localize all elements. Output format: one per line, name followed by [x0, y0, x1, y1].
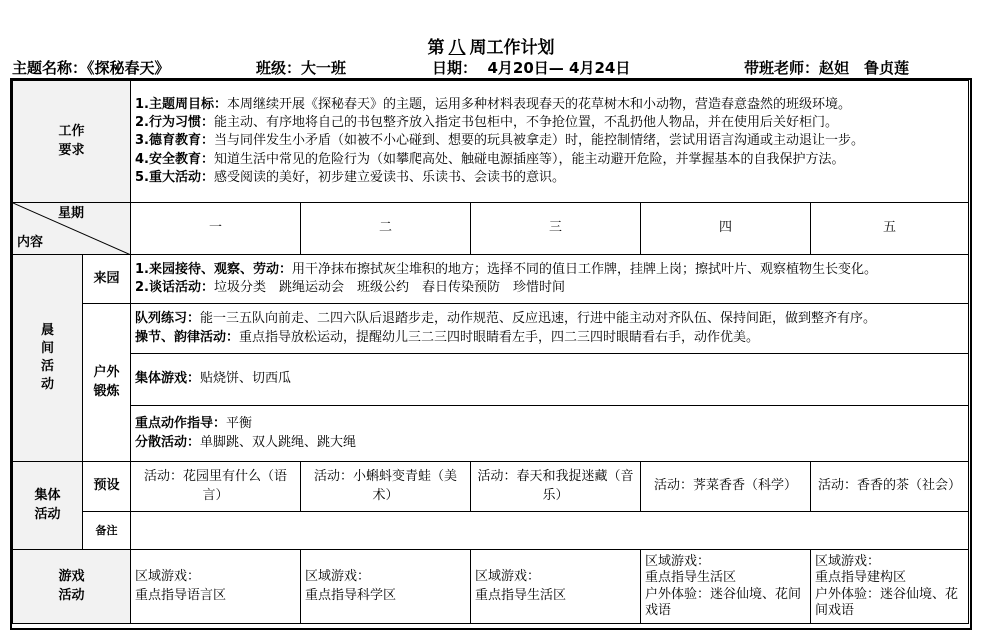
day-monday: 一	[131, 203, 301, 255]
class-header	[256, 57, 346, 78]
activity-friday: 活动：香香的茶（社会）	[811, 462, 969, 512]
teacher-value: 赵妲 鲁贞莲	[819, 59, 910, 77]
games-label: 游戏 活动	[13, 550, 131, 624]
title-suffix: 周工作计划	[469, 38, 555, 58]
class-label: 班级：	[256, 59, 302, 77]
group-activity-label: 集体 活动	[13, 462, 83, 550]
diagonal-header-cell	[13, 203, 131, 255]
outdoor-focus-row	[13, 406, 969, 462]
day-tuesday: 二	[301, 203, 471, 255]
day-thursday: 四	[641, 203, 811, 255]
day-wednesday: 三	[471, 203, 641, 255]
page-title	[0, 33, 982, 58]
theme-value: 《探秘春天》	[87, 59, 170, 77]
requirements-row	[13, 81, 969, 203]
preset-label: 预设	[83, 462, 131, 512]
theme-header	[12, 57, 170, 78]
day-friday: 五	[811, 203, 969, 255]
class-value: 大一班	[301, 59, 347, 77]
title-prefix: 第	[427, 38, 445, 58]
plan-table	[12, 80, 969, 624]
outdoor-queue-content: 队列练习：能一三五队向前走、二四六队后退踏步走，动作规范、反应迅速，行进中能主动对齐队伍、保持间距，做到整齐有序。 操节、韵律活动：重点指导放松运动，提醒幼儿三二三四时眼睛看左手，四二三四时眼睛看右手，动作优美。	[131, 304, 969, 354]
requirements-content	[131, 81, 969, 203]
teacher-label: 带班老师：	[744, 59, 820, 77]
requirement-item: 1.主题周目标：本周继续开展《探秘春天》的主题，运用多种材料表现春天的花草树木和小动物，营造春意盎然的班级环境。	[135, 97, 852, 113]
date-label: 日期：	[432, 59, 478, 77]
days-header-row	[13, 203, 969, 255]
requirements-label: 工作 要求	[13, 81, 131, 203]
arrival-content: 1.来园接待、观察、劳动：用干净抹布擦拭灰尘堆积的地方；选择不同的值日工作牌，挂牌上岗；擦拭叶片、观察植物生长变化。 2.谈话活动：垃圾分类 跳绳运动会 班级公约 春日传染预防 珍惜时间	[131, 255, 969, 304]
teacher-header	[744, 57, 909, 78]
outdoor-focus-content: 重点动作指导：平衡 分散活动：单脚跳、双人跳绳、跳大绳	[131, 406, 969, 462]
date-value: 4月20日— 4月24日	[487, 59, 631, 77]
games-row	[13, 550, 969, 624]
arrival-label: 来园	[83, 255, 131, 304]
activity-wednesday: 活动：春天和我捉迷藏（音乐）	[471, 462, 641, 512]
morning-activity-label: 晨 间 活 动	[13, 255, 83, 462]
title-week-number: 八	[448, 38, 466, 58]
game-wednesday: 区域游戏： 重点指导生活区	[471, 550, 641, 624]
game-tuesday: 区域游戏： 重点指导科学区	[301, 550, 471, 624]
activity-thursday: 活动：荠菜香香（科学）	[641, 462, 811, 512]
requirement-item: 3.德育教育：当与同伴发生小矛盾（如被不小心碰到、想要的玩具被拿走）时，能控制情绪，尝试用语言沟通或主动退让一步。	[135, 133, 865, 149]
weekday-label: 星期	[58, 206, 85, 221]
game-thursday: 区域游戏： 重点指导生活区 户外体验：迷谷仙境、花间戏语	[641, 550, 811, 624]
activity-tuesday: 活动：小蝌蚪变青蛙（美术）	[301, 462, 471, 512]
outdoor-queue-row	[13, 304, 969, 354]
remark-content	[131, 512, 969, 550]
outdoor-exercise-label: 户外 锻炼	[83, 304, 131, 462]
group-remark-row	[13, 512, 969, 550]
requirement-item: 4.安全教育：知道生活中常见的危险行为（如攀爬高处、触碰电源插座等），能主动避开危险，并掌握基本的自我保护方法。	[135, 151, 845, 167]
outdoor-group-row	[13, 354, 969, 406]
theme-label: 主题名称：	[12, 59, 88, 77]
group-preset-row	[13, 462, 969, 512]
activity-monday: 活动：花园里有什么（语言）	[131, 462, 301, 512]
date-header	[432, 57, 630, 78]
outdoor-group-content: 集体游戏：贴烧饼、切西瓜	[131, 354, 969, 406]
content-label: 内容	[17, 234, 44, 250]
requirement-item: 5.重大活动：感受阅读的美好，初步建立爱读书、乐读书、会读书的意识。	[135, 169, 566, 185]
arrival-row	[13, 255, 969, 304]
remark-label: 备注	[83, 512, 131, 550]
game-monday: 区域游戏： 重点指导语言区	[131, 550, 301, 624]
requirement-item: 2.行为习惯：能主动、有序地将自己的书包整齐放入指定书包柜中，不争抢位置，不乱扔他人物品，并在使用后关好柜门。	[135, 115, 839, 131]
game-friday: 区域游戏： 重点指导建构区 户外体验：迷谷仙境、花间戏语	[811, 550, 969, 624]
